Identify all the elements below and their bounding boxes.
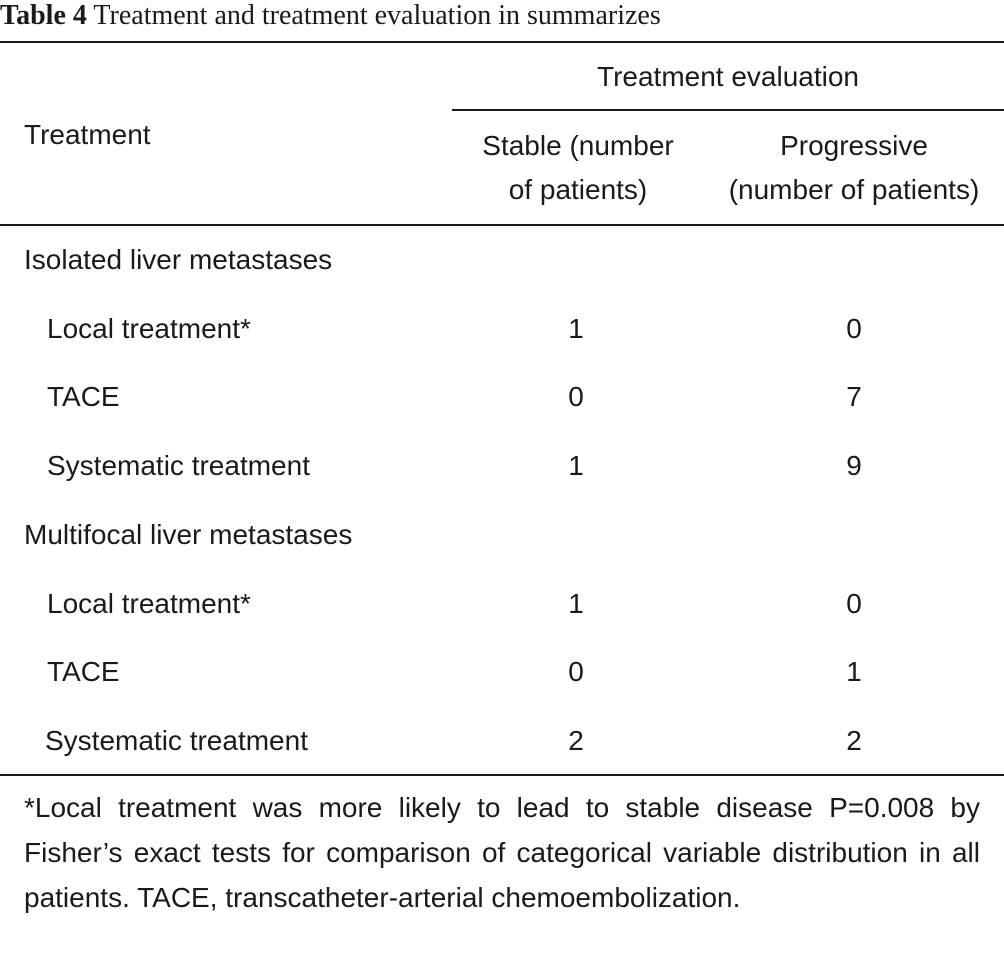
row-treatment-label: Local treatment*	[47, 588, 251, 619]
row-progressive-value: 0	[846, 588, 862, 619]
column-header-stable-line2: of patients)	[508, 174, 648, 205]
column-header-progressive-line2: (number of patients)	[728, 174, 980, 205]
top-rule	[0, 41, 1004, 43]
table-caption	[0, 0, 661, 34]
row-treatment-label: TACE	[47, 656, 120, 687]
row-header: Treatment	[24, 119, 151, 150]
column-header-progressive-line1: Progressive	[780, 130, 928, 161]
group-header-rule	[452, 109, 1004, 111]
table-footnote: *Local treatment was more likely to lead to stable disease P=0.008 by Fisher’s exact tests for comparison of categorical variable distribution in all patients. TACE, transcatheter-arterial chemoembolization.	[24, 792, 980, 913]
table-caption-label: Table 4	[0, 0, 87, 31]
row-stable-value: 1	[568, 588, 584, 619]
row-progressive-value: 9	[846, 450, 862, 481]
row-stable-value: 1	[568, 313, 584, 344]
row-progressive-value: 1	[846, 656, 862, 687]
group-header: Treatment evaluation	[597, 61, 859, 92]
column-header-stable-line1: Stable (number	[482, 130, 674, 161]
row-progressive-value: 2	[846, 725, 862, 756]
row-progressive-value: 0	[846, 313, 862, 344]
table-caption-text: Treatment and treatment evaluation in summarizes	[93, 0, 661, 31]
group-label-multifocal: Multifocal liver metastases	[24, 519, 353, 550]
row-progressive-value: 7	[846, 381, 862, 412]
row-stable-value: 0	[568, 656, 584, 687]
table-bottom-rule	[0, 774, 1004, 776]
group-label-isolated: Isolated liver metastases	[24, 244, 333, 275]
row-treatment-label: Systematic treatment	[45, 725, 308, 756]
row-treatment-label: TACE	[47, 381, 120, 412]
column-header-progressive	[704, 124, 1004, 212]
header-bottom-rule	[0, 224, 1004, 226]
row-treatment-label: Local treatment*	[47, 313, 251, 344]
row-treatment-label: Systematic treatment	[47, 450, 310, 481]
row-stable-value: 0	[568, 381, 584, 412]
row-stable-value: 2	[568, 725, 584, 756]
row-stable-value: 1	[568, 450, 584, 481]
column-header-stable	[452, 124, 704, 212]
